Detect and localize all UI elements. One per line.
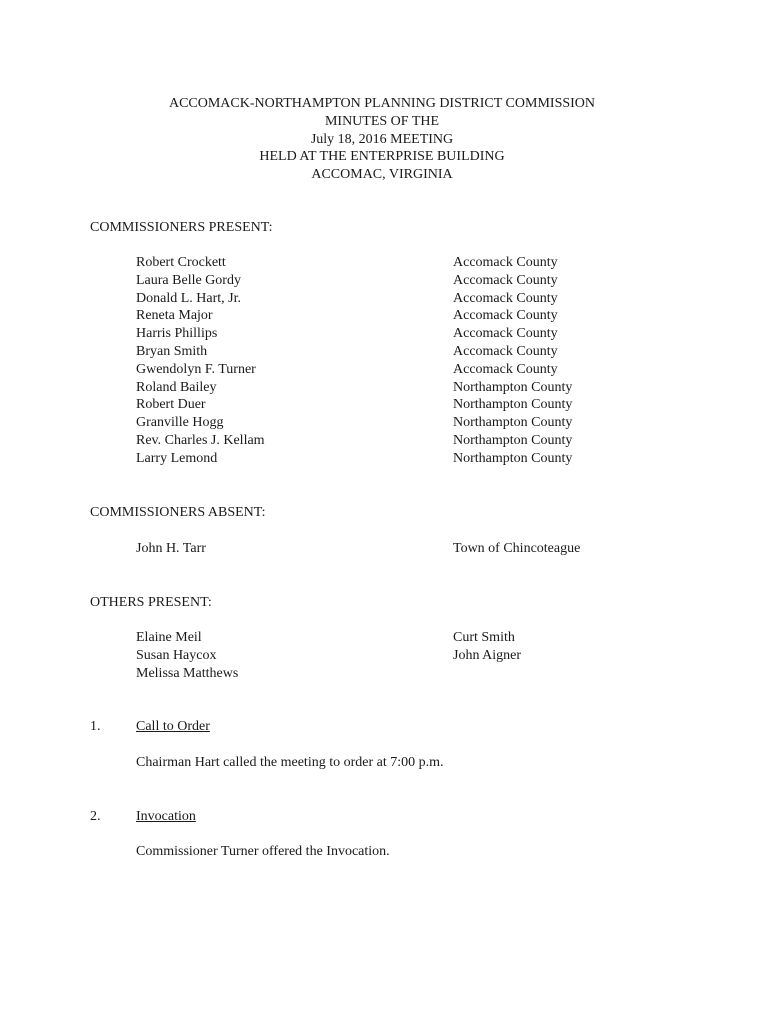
present-locality: Accomack County (453, 308, 558, 324)
item-number: 2. (90, 809, 101, 824)
header-minutes-of: MINUTES OF THE (324, 113, 440, 129)
present-name: Reneta Major (136, 308, 213, 324)
present-name: Larry Lemond (136, 450, 218, 466)
absent-locality: Town of Chincoteague (453, 541, 581, 556)
item-body: Commissioner Turner offered the Invocation. (136, 844, 390, 859)
present-locality: Northampton County (453, 432, 573, 448)
present-locality: Northampton County (453, 415, 573, 431)
present-name: Bryan Smith (136, 343, 208, 359)
item-number: 1. (90, 719, 101, 734)
present-locality: Northampton County (453, 450, 573, 466)
present-name: Laura Belle Gordy (136, 272, 241, 288)
present-locality: Accomack County (453, 326, 558, 342)
others-name: Elaine Meil (136, 630, 202, 645)
others-name: John Aigner (453, 647, 522, 663)
others-name: Curt Smith (453, 630, 515, 645)
present-locality: Northampton County (453, 397, 573, 413)
present-name: Harris Phillips (136, 326, 218, 342)
present-locality: Accomack County (453, 361, 558, 377)
present-locality: Accomack County (453, 343, 558, 359)
present-name: Donald L. Hart, Jr. (136, 290, 241, 306)
present-localities-list (453, 254, 572, 468)
others-right-list (453, 629, 521, 665)
present-heading: COMMISSIONERS PRESENT: (90, 220, 273, 235)
absent-names-list (136, 540, 206, 558)
absent-localities-list (453, 540, 580, 558)
present-locality: Accomack County (453, 272, 558, 288)
present-locality: Accomack County (453, 255, 558, 270)
others-name: Susan Haycox (136, 647, 217, 663)
others-name: Melissa Matthews (136, 665, 239, 681)
others-heading: OTHERS PRESENT: (90, 595, 212, 610)
header-city: ACCOMAC, VIRGINIA (311, 167, 453, 183)
present-name: Granville Hogg (136, 415, 224, 431)
item-body: Chairman Hart called the meeting to order at 7:00 p.m. (136, 755, 444, 770)
present-name: Robert Crockett (136, 255, 226, 270)
others-left-list (136, 629, 238, 682)
item-title-invocation: Invocation (136, 809, 196, 824)
item-title-call-to-order: Call to Order (136, 719, 210, 734)
present-name: Robert Duer (136, 397, 206, 413)
present-name: Gwendolyn F. Turner (136, 361, 256, 377)
header-meeting-date: July 18, 2016 MEETING (310, 131, 454, 147)
present-locality: Accomack County (453, 290, 558, 306)
document-header (0, 95, 764, 184)
present-locality: Northampton County (453, 379, 573, 395)
absent-name: John H. Tarr (136, 541, 206, 556)
header-commission-name: ACCOMACK-NORTHAMPTON PLANNING DISTRICT COMMISSION (168, 96, 596, 111)
present-name: Roland Bailey (136, 379, 217, 395)
present-name: Rev. Charles J. Kellam (136, 432, 265, 448)
header-location: HELD AT THE ENTERPRISE BUILDING (259, 149, 505, 165)
present-names-list (136, 254, 265, 468)
absent-heading: COMMISSIONERS ABSENT: (90, 505, 266, 520)
